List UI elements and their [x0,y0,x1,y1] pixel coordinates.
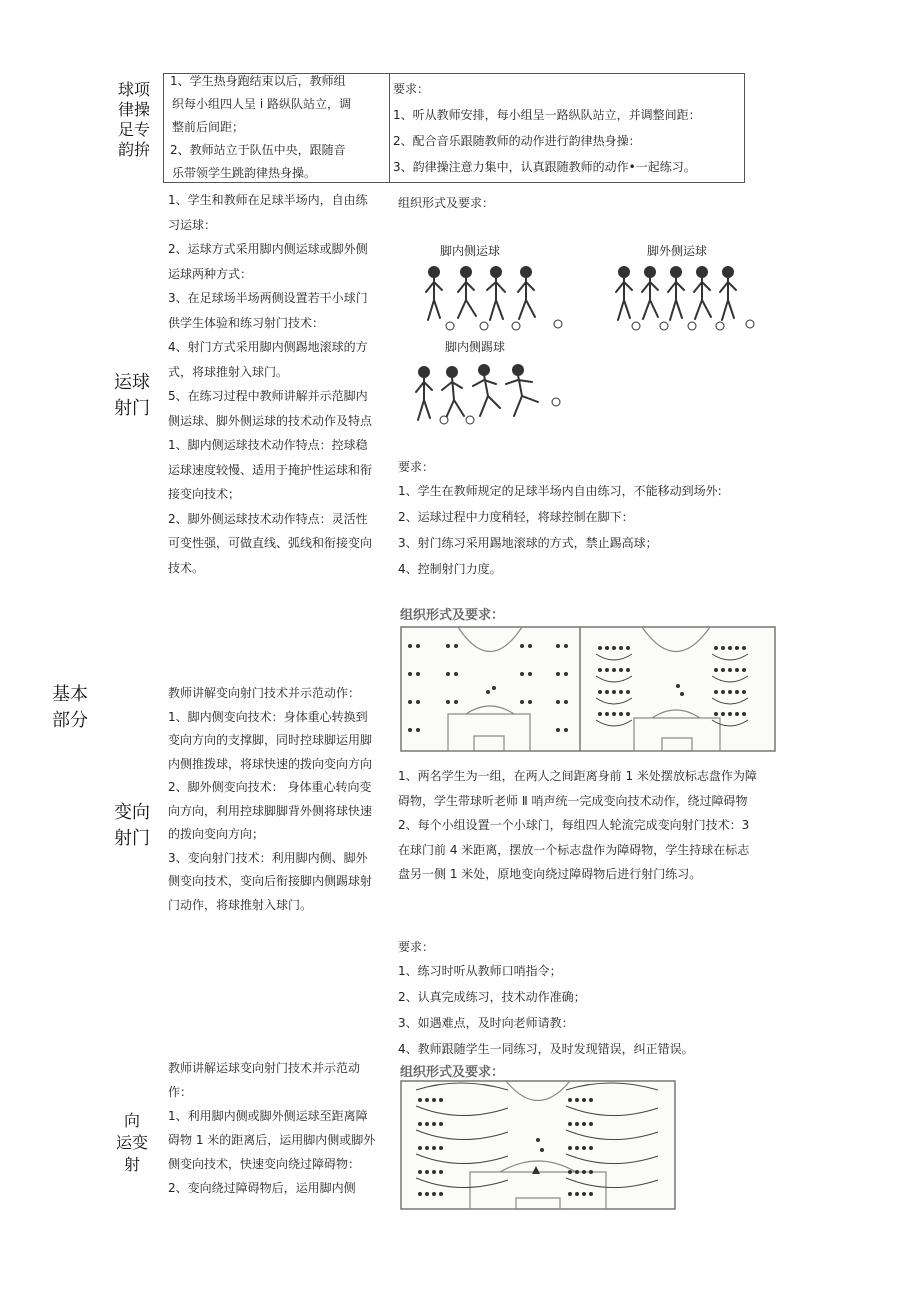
inside-dribble-figure [412,262,572,334]
warmup-method: 1、学生热身跑结束以后，教师组 织每小组四人呈 i 路纵队站立，调 整前后间距； 2、教师站立于队伍中央，跟随音 乐带领学生跳韵律热身操。 [170,74,351,180]
dribble-turn-method: 教师讲解运球变向射门技术并示范动 作： 1、利用脚内侧或脚外侧运球至距离障 碍物 1 米的距离后，运用脚内侧或脚外 侧变向技术，快速变向绕过障碍物： 2、变向绕过障碍物后，运用脚内侧 [168,1061,376,1195]
turn-requirements: 1、练习时听从教师口哨指令； 2、认真完成练习，技术动作准确； 3、如遇难点，及时向老师请教： 4、教师跟随学生一同练习，及时发现错误，纠正错误。 [398,964,694,1056]
inside-kick-figure [410,358,565,428]
turn-label: 变向 射门 [114,802,150,849]
warmup-label: 球项 律操 足专 韵拚 [117,80,150,159]
turn-organization: 1、两名学生为一组，在两人之间距离身前 1 米处摆放标志盘作为障 碍物，学生带球听老师 Ⅱ 哨声统一完成变向技术动作，绕过障碍物 2、每个小组设置一个小球门，每组四人轮流完成变向射门技术：3 在球门前 4 米距离，摆放一个标志盘作为障碍物，学生持球在标志 盘另一侧 1 米处，原地变向绕过障碍物后进行射门练习。 [398,769,757,881]
outside-dribble-figure [612,262,762,334]
dribble-label: 运球 射门 [114,372,150,419]
right-border [744,73,745,183]
dribble-requirements: 1、学生在教师规定的足球半场内自由练习，不能移动到场外: 2、运球过程中力度稍轻，将球控制在脚下： 3、射门练习采用踢地滚球的方式，禁止踢高球； 4、控制射门力度。 [398,484,722,576]
left-border [163,73,164,183]
caption-inside-kick: 脚内侧踢球 [445,340,506,354]
dribble-turn-field-diagram [400,1080,676,1220]
dribble-method: 1、学生和教师在足球半场内，自由练 习运球： 2、运球方式采用脚内侧运球或脚外侧 运球两种方式： 3、在足球场半场两侧设置若干小球门 供学生体验和练习射门技术： 4、射门方式采用脚内侧踢地滚球的方 式，将球推射入球门。 5、在练习过程中教师讲解并示范脚内 侧运球、脚外侧运球的技术动作及特点 1、脚内侧运球技术动作特点：控球稳 运球速度较慢、适用于掩护性运球和衔 接变向技术； 2、脚外侧运球技术动作特点：灵活性 可变性强，可做直线、弧线和衔接变向 技术。 [168,193,373,575]
dribble-org-title: 组织形式及要求： [398,196,495,210]
warmup-requirements: 要求： 1、听从教师安排，每小组呈一路纵队站立，并调整间距： 2、配合音乐跟随教师的动作进行韵律热身操： 3、韵律操注意力集中，认真跟随教师的动作•一起练习。 [393,82,701,174]
dribble-turn-label: 向 运变 射 [115,1111,148,1174]
bottom-border [163,182,745,183]
turn-method: 教师讲解变向射门技术并示范动作： 1、脚内侧变向技术：身体重心转换到 变向方向的支撑脚，同时控球脚运用脚 内侧推拨球，将球快速的拨向变向方向 2、脚外侧变向技术： 身体重心转向变 向方向，利用控球脚脚背外侧将球快速 的拨向变向方向； 3、变向射门技术：利用脚内侧、脚外 侧变向技术，变向后衔接脚内侧踢球射 门动作，将球推射入球门。 [168,686,373,912]
turn-org-title: 组织形式及要求： [400,608,505,623]
dribble-turn-org-title: 组织形式及要求： [400,1065,505,1080]
basic-part-label: 基本 部分 [52,684,88,731]
mid-divider [389,73,390,183]
turn-field-diagram [400,626,776,752]
caption-inside-dribble: 脚内侧运球 [440,244,501,258]
turn-req-title: 要求： [398,940,435,954]
dribble-req-title: 要求： [398,460,435,474]
caption-outside-dribble: 脚外侧运球 [647,244,708,258]
